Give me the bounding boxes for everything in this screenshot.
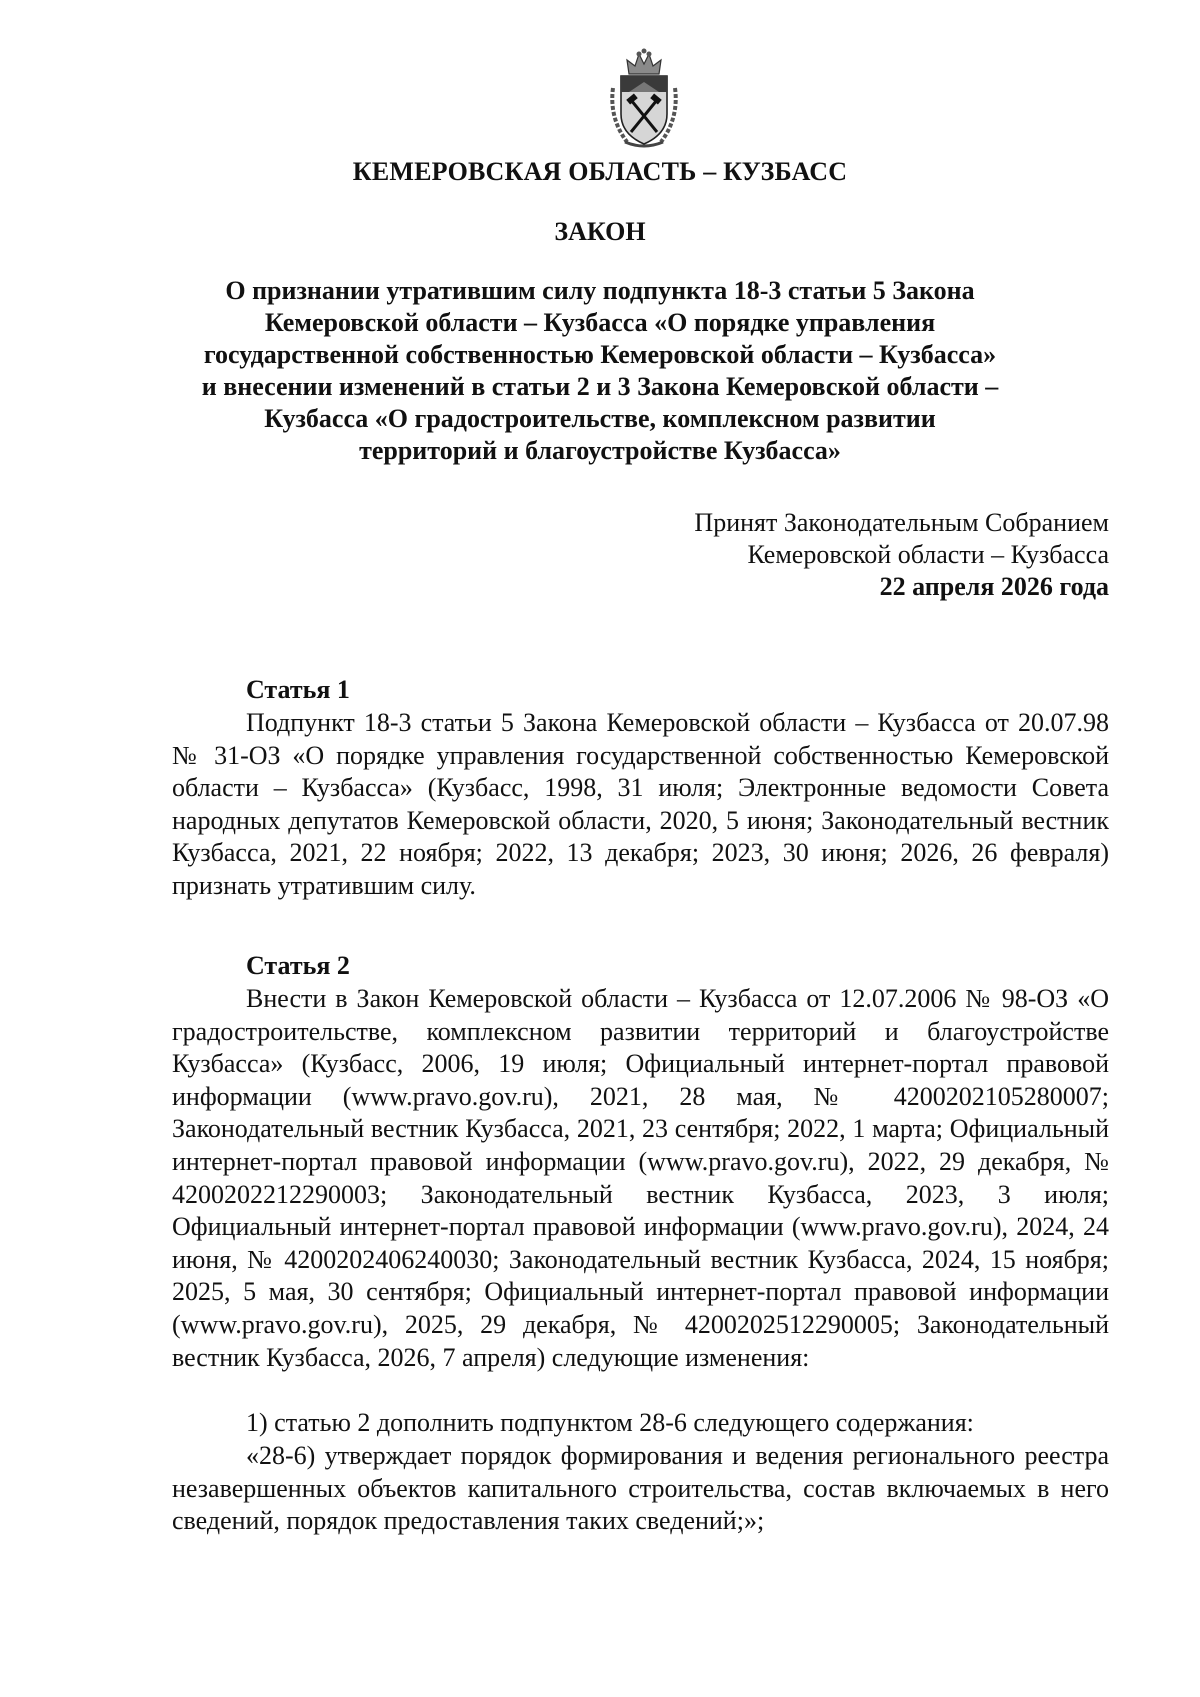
- law-title-line: Кемеровской области – Кузбасса «О порядке управления: [264, 308, 936, 337]
- adoption-block: [560, 507, 1109, 603]
- kuzbass-coat-of-arms-icon: [607, 48, 681, 150]
- adoption-date: 22 апреля 2026 года: [879, 572, 1109, 601]
- region-title: КЕМЕРОВСКАЯ ОБЛАСТЬ – КУЗБАСС: [352, 157, 848, 186]
- article-2-quote: «28-6) утверждает порядок формирования и ведения регионального реестра незавершенных объектов капитального строительства, состав включаемых в него сведений, порядок предоставления таких сведений;»;: [172, 1441, 1109, 1536]
- article-1-text: Подпункт 18-3 статьи 5 Закона Кемеровской области – Кузбасса от 20.07.98 № 31-ОЗ «О порядке управления государственной собственностью Кемеровской области – Кузбасса» (Кузбасс, 1998, 31 июля; Электронные ведомости Совета народных депутатов Кемеровской области, 2020, 5 июня; Законодательный вестник Кузбасса, 2021, 22 ноября; 2022, 13 декабря; 2023, 30 июня; 2026, 26 февраля) признать утратившим силу.: [172, 708, 1109, 900]
- law-title-line: территорий и благоустройстве Кузбасса»: [359, 436, 841, 465]
- article-2-heading: Статья 2: [246, 951, 350, 980]
- article-1-heading: Статья 1: [246, 675, 350, 704]
- adoption-line: Принят Законодательным Собранием: [694, 508, 1109, 537]
- article-2-item-1: 1) статью 2 дополнить подпунктом 28-6 следующего содержания:: [246, 1408, 974, 1437]
- law-title-line: и внесении изменений в статьи 2 и 3 Закона Кемеровской области –: [201, 372, 999, 401]
- law-title: [170, 275, 1030, 467]
- document-type: ЗАКОН: [554, 217, 646, 246]
- law-title-line: государственной собственностью Кемеровской области – Кузбасса»: [203, 340, 997, 369]
- law-title-line: Кузбасса «О градостроительстве, комплексном развитии: [264, 404, 936, 433]
- adoption-line: Кемеровской области – Кузбасса: [747, 540, 1109, 569]
- law-title-line: О признании утратившим силу подпункта 18-3 статьи 5 Закона: [225, 276, 975, 305]
- article-2-intro: Внести в Закон Кемеровской области – Кузбасса от 12.07.2006 № 98-ОЗ «О градостроительстве, комплексном развитии территорий и благоустройстве Кузбасса» (Кузбасс, 2006, 19 июля; Официальный интернет-портал правовой информации (www.pravo.gov.ru), 2021, 28 мая, № 4200202105280007; Законодательный вестник Кузбасса, 2021, 23 сентября; 2022, 1 марта; Официальный интернет-портал правовой информации (www.pravo.gov.ru), 2022, 29 декабря, № 4200202212290003; Законодательный вестник Кузбасса, 2023, 3 июля; Официальный интернет-портал правовой информации (www.pravo.gov.ru), 2024, 24 июня, № 4200202406240030; Законодательный вестник Кузбасса, 2024, 15 ноября; 2025, 5 мая, 30 сентября; Официальный интернет-портал правовой информации (www.pravo.gov.ru), 2025, 29 декабря, № 4200202512290005; Законодательный вестник Кузбасса, 2026, 7 апреля) следующие изменения:: [172, 984, 1109, 1372]
